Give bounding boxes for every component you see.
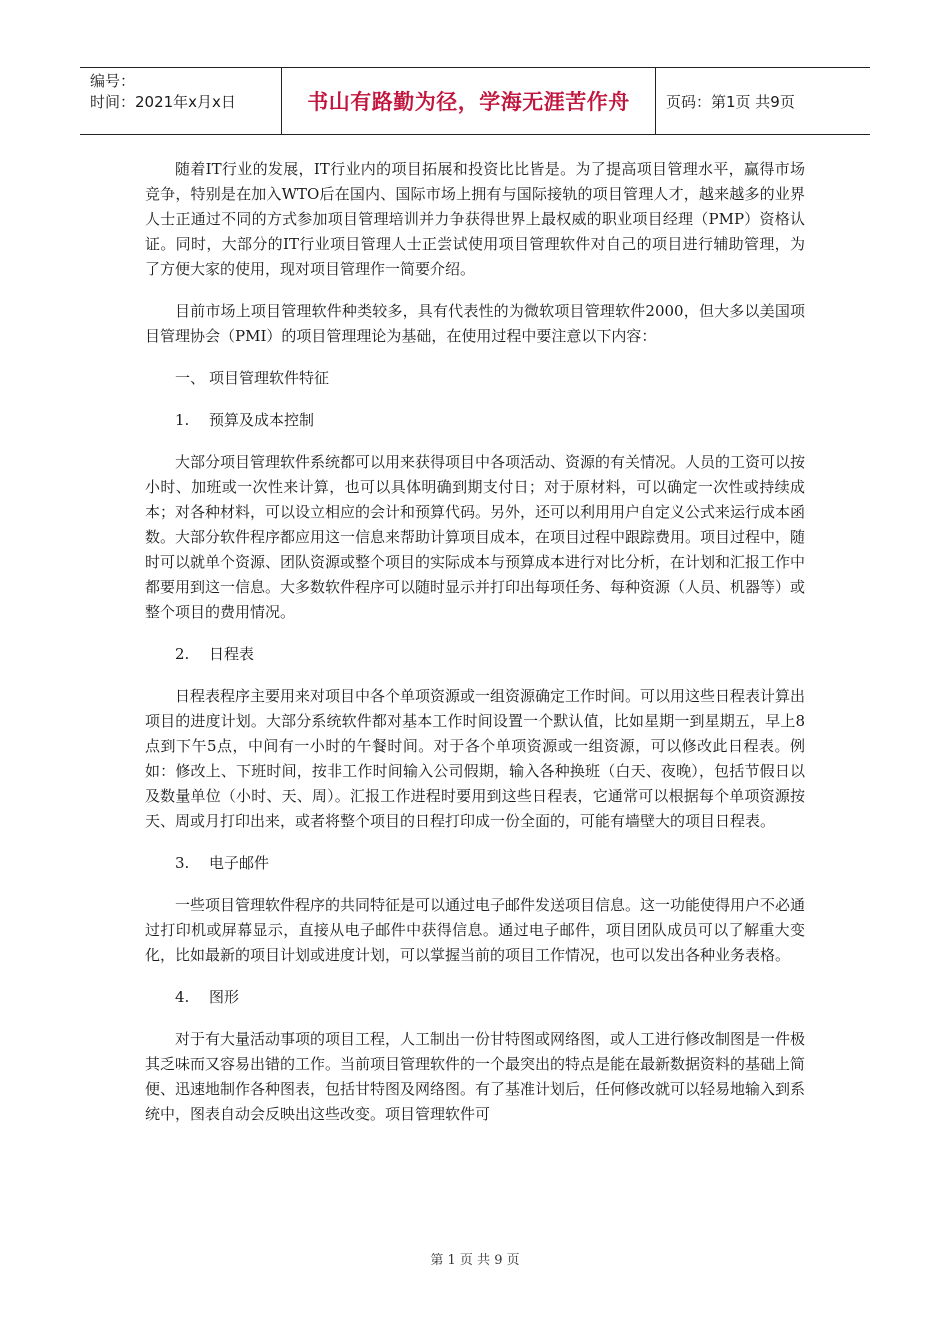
subsection-heading-3 (145, 851, 805, 876)
subsection-title: 电子邮件 (209, 854, 270, 872)
subsection-heading-2 (145, 642, 805, 667)
section-heading (145, 366, 805, 391)
header-number: 编号： (90, 72, 136, 90)
subsection-number: 1. (175, 411, 190, 429)
subsection-number: 3. (175, 854, 190, 872)
subsection-number: 2. (175, 645, 190, 663)
subsection-paragraph-2: 日程表程序主要用来对项目中各个单项资源或一组资源确定工作时间。可以用这些日程表计算出项目的进度计划。大部分系统软件都对基本工作时间设置一个默认值，比如星期一到星期五，早上8点到下午5点，中间有一小时的午餐时间。对于各个单项资源或一组资源，可以修改此日程表。例如：修改上、下班时间，按非工作时间输入公司假期，输入各种换班（白天、夜晚），包括节假日以及数量单位（小时、天、周）。汇报工作进程时要用到这些日程表，它通常可以根据每个单项资源按天、周或月打印出来，或者将整个项目的日程打印成一份全面的，可能有墙壁大的项目日程表。 (145, 687, 806, 830)
section-number: 一、 (175, 369, 206, 387)
subsection-title: 预算及成本控制 (209, 411, 315, 429)
header-motto: 书山有路勤为径，学海无涯苦作舟 (282, 68, 656, 134)
page-header (80, 67, 870, 135)
subsection-paragraph-3: 一些项目管理软件程序的共同特征是可以通过电子邮件发送项目信息。这一功能使得用户不必通过打印机或屏幕显示，直接从电子邮件中获得信息。通过电子邮件，项目团队成员可以了解重大变化，比如最新的项目计划或进度计划，可以掌握当前的项目工作情况，也可以发出各种业务表格。 (145, 896, 806, 964)
intro-paragraph-2: 目前市场上项目管理软件种类较多，具有代表性的为微软项目管理软件2000，但大多以美国项目管理协会（PMI）的项目管理理论为基础，在使用过程中要注意以下内容： (145, 302, 805, 345)
header-page-number: 页码：第1页 共9页 (666, 92, 795, 111)
section-title: 项目管理软件特征 (209, 369, 330, 387)
subsection-title: 日程表 (209, 645, 255, 663)
document-body (145, 157, 805, 1144)
subsection-paragraph-4: 对于有大量活动事项的项目工程，人工制出一份甘特图或网络图，或人工进行修改制图是一件极其乏味而又容易出错的工作。当前项目管理软件的一个最突出的特点是能在最新数据资料的基础上简便、迅速地制作各种图表，包括甘特图及网络图。有了基准计划后，任何修改就可以轻易地输入到系统中，图表自动会反映出这些改变。项目管理软件可 (145, 1030, 806, 1123)
subsection-heading-4 (145, 985, 805, 1010)
subsection-number: 4. (175, 988, 190, 1006)
intro-paragraph-1: 随着IT行业的发展，IT行业内的项目拓展和投资比比皆是。为了提高项目管理水平，赢得市场竞争，特别是在加入WTO后在国内、国际市场上拥有与国际接轨的项目管理人才，越来越多的业界人士正通过不同的方式参加项目管理培训并力争获得世界上最权威的职业项目经理（PMP）资格认证。同时，大部分的IT行业项目管理人士正尝试使用项目管理软件对自己的项目进行辅助管理，为了方便大家的使用，现对项目管理作一简要介绍。 (145, 160, 805, 278)
page-footer: 第 1 页 共 9 页 (430, 1253, 520, 1268)
header-meta (80, 68, 282, 134)
subsection-heading-1 (145, 408, 805, 433)
subsection-title: 图形 (209, 988, 240, 1006)
subsection-paragraph-1: 大部分项目管理软件系统都可以用来获得项目中各项活动、资源的有关情况。人员的工资可以按小时、加班或一次性来计算，也可以具体明确到期支付日；对于原材料，可以确定一次性或持续成本；对各种材料，可以设立相应的会计和预算代码。另外，还可以利用用户自定义公式来运行成本函数。大部分软件程序都应用这一信息来帮助计算项目成本，在项目过程中跟踪费用。项目过程中，随时可以就单个资源、团队资源或整个项目的实际成本与预算成本进行对比分析，在计划和汇报工作中都要用到这一信息。大多数软件程序可以随时显示并打印出每项任务、每种资源（人员、机器等）或整个项目的费用情况。 (145, 453, 806, 621)
header-date: 时间：2021年x月x日 (90, 93, 236, 111)
